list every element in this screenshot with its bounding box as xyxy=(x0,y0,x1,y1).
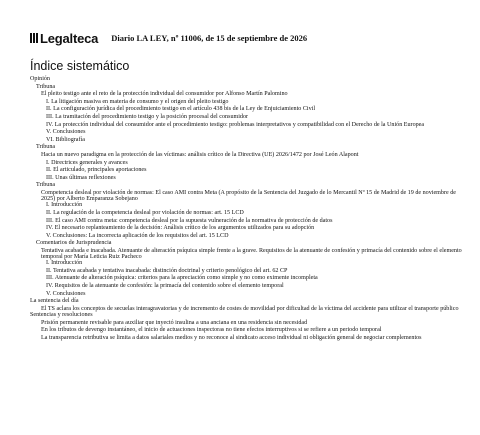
toc-entry-link[interactable]: III. Unas últimas reflexiones xyxy=(46,174,116,181)
toc-entry-link[interactable]: I. La litigación masiva en materia de consumo y el origen del pleito testigo xyxy=(46,98,229,105)
toc-entry-link[interactable]: II. El articulado, principales aportaciones xyxy=(46,167,147,174)
toc-entry-link[interactable]: El TS aclara los conceptos de secuelas interagravatorias y de incremento de costes de movilidad por dificultad de la víctima del accidente para utilizar el transporte público xyxy=(41,305,459,312)
toc-section-heading: Sentencias y resoluciones xyxy=(30,312,93,319)
issue-title: Diario LA LEY, nº 11006, de 15 de septiembre de 2026 xyxy=(111,33,308,43)
toc-entry-link[interactable]: II. La regulación de la competencia desleal por violación de normas: art. 15 LCD xyxy=(46,209,244,216)
page-title: Índice sistemático xyxy=(30,59,130,73)
toc-entry-link[interactable]: I. Introducción xyxy=(46,260,83,267)
toc-entry-link[interactable]: III. Atenuante de alteración psíquica: criterios para la apreciación como simple y no como eximente incompleta xyxy=(46,275,318,282)
toc-entry-link[interactable]: V. Conclusiones xyxy=(46,290,86,297)
header xyxy=(30,30,307,46)
toc-entry-link[interactable]: En los tributos de devengo instantáneo, el inicio de actuaciones inspectoras no tiene efectos interruptivos si se refiere a un periodo temporal xyxy=(41,327,382,334)
toc-entry-link[interactable]: Prisión permanente revisable para auxiliar que inyectó insulina a una anciana en una residencia sin necesidad xyxy=(41,319,308,326)
toc-entry-link[interactable]: IV. Requisitos de la atenuante de confesión: la primacía del contenido sobre el elemento temporal xyxy=(46,283,284,290)
toc-section-heading: Tribuna xyxy=(36,144,56,151)
publisher-logo[interactable] xyxy=(30,31,98,46)
toc-section-heading: Tribuna xyxy=(36,83,56,90)
toc-entry-link[interactable]: Hacia un nuevo paradigma en la protección de las víctimas: análisis crítico de la Directiva (UE) 2026/1472 por José León Alapont xyxy=(41,151,359,158)
toc-entry-link[interactable]: Tentativa acabada e inacabada. Atenuante de alteración psíquica simple frente a la grave. Requisitos de la atenuante de confesión y primacía del contenido sobre el elemento temporal por María Leticia Ruiz Pacheco xyxy=(41,247,462,261)
logo-text: Legalteca xyxy=(40,30,99,46)
logo-bars-icon xyxy=(30,33,39,43)
toc-entry-link[interactable]: IV. La protección individual del consumidor ante el procedimiento testigo: problemas interpretativos y compatibilidad con el Derecho de la Unión Europea xyxy=(46,121,425,128)
toc-entry-link[interactable]: V. Conclusiones: La incorrecta aplicación de los requisitos del art. 15 LCD xyxy=(46,232,229,239)
toc-section-heading: Opinión xyxy=(30,76,50,82)
toc-entry-link[interactable]: IV. El necesario replanteamiento de la decisión: Análisis crítico de los argumentos utilizados para su adopción xyxy=(46,225,315,232)
toc-entry-link[interactable]: II. Tentativa acabada y tentativa inacabada: distinción doctrinal y criterio penológico del art. 62 CP xyxy=(46,267,288,274)
toc-section-heading: Comentarios de Jurisprudencia xyxy=(36,240,112,247)
toc-section-heading: La sentencia del día xyxy=(30,298,79,305)
toc-entry-link[interactable]: La transparencia retributiva se limita a datos salariales medios y no reconoce al sindicato acceso individual ni obligación general de negociar complementos xyxy=(41,334,422,341)
toc-entry-link[interactable]: I. Introducción xyxy=(46,202,83,209)
toc-entry-link[interactable]: VI. Bibliografía xyxy=(46,136,85,143)
toc-entry-link[interactable]: Competencia desleal por violación de normas: El caso AMI contra Meta (A propósito de la Sentencia del Juzgado de lo Mercantil Nº 15 de Madrid de 19 de noviembre de 2025) por Alberto Emparanza Sobejano xyxy=(41,189,456,203)
table-of-contents xyxy=(30,76,470,342)
toc-entry-link[interactable]: I. Directrices generales y avances xyxy=(46,159,128,166)
toc-entry-link[interactable]: V. Conclusiones xyxy=(46,129,86,136)
toc-section-heading: Tribuna xyxy=(36,182,56,189)
toc-entry-link[interactable]: El pleito testigo ante el reto de la protección individual del consumidor por Alfonso Martín Palomino xyxy=(41,91,288,98)
toc-entry-link[interactable]: III. La tramitación del procedimiento testigo y la posición procesal del consumidor xyxy=(46,113,249,120)
toc-entry-link[interactable]: II. La configuración jurídica del procedimiento testigo en el artículo 438 bis de la Ley de Enjuiciamiento Civil xyxy=(46,106,316,113)
toc-entry-link[interactable]: III. El caso AMI contra meta: competencia desleal por la supuesta vulneración de la normativa de protección de datos xyxy=(46,217,333,224)
